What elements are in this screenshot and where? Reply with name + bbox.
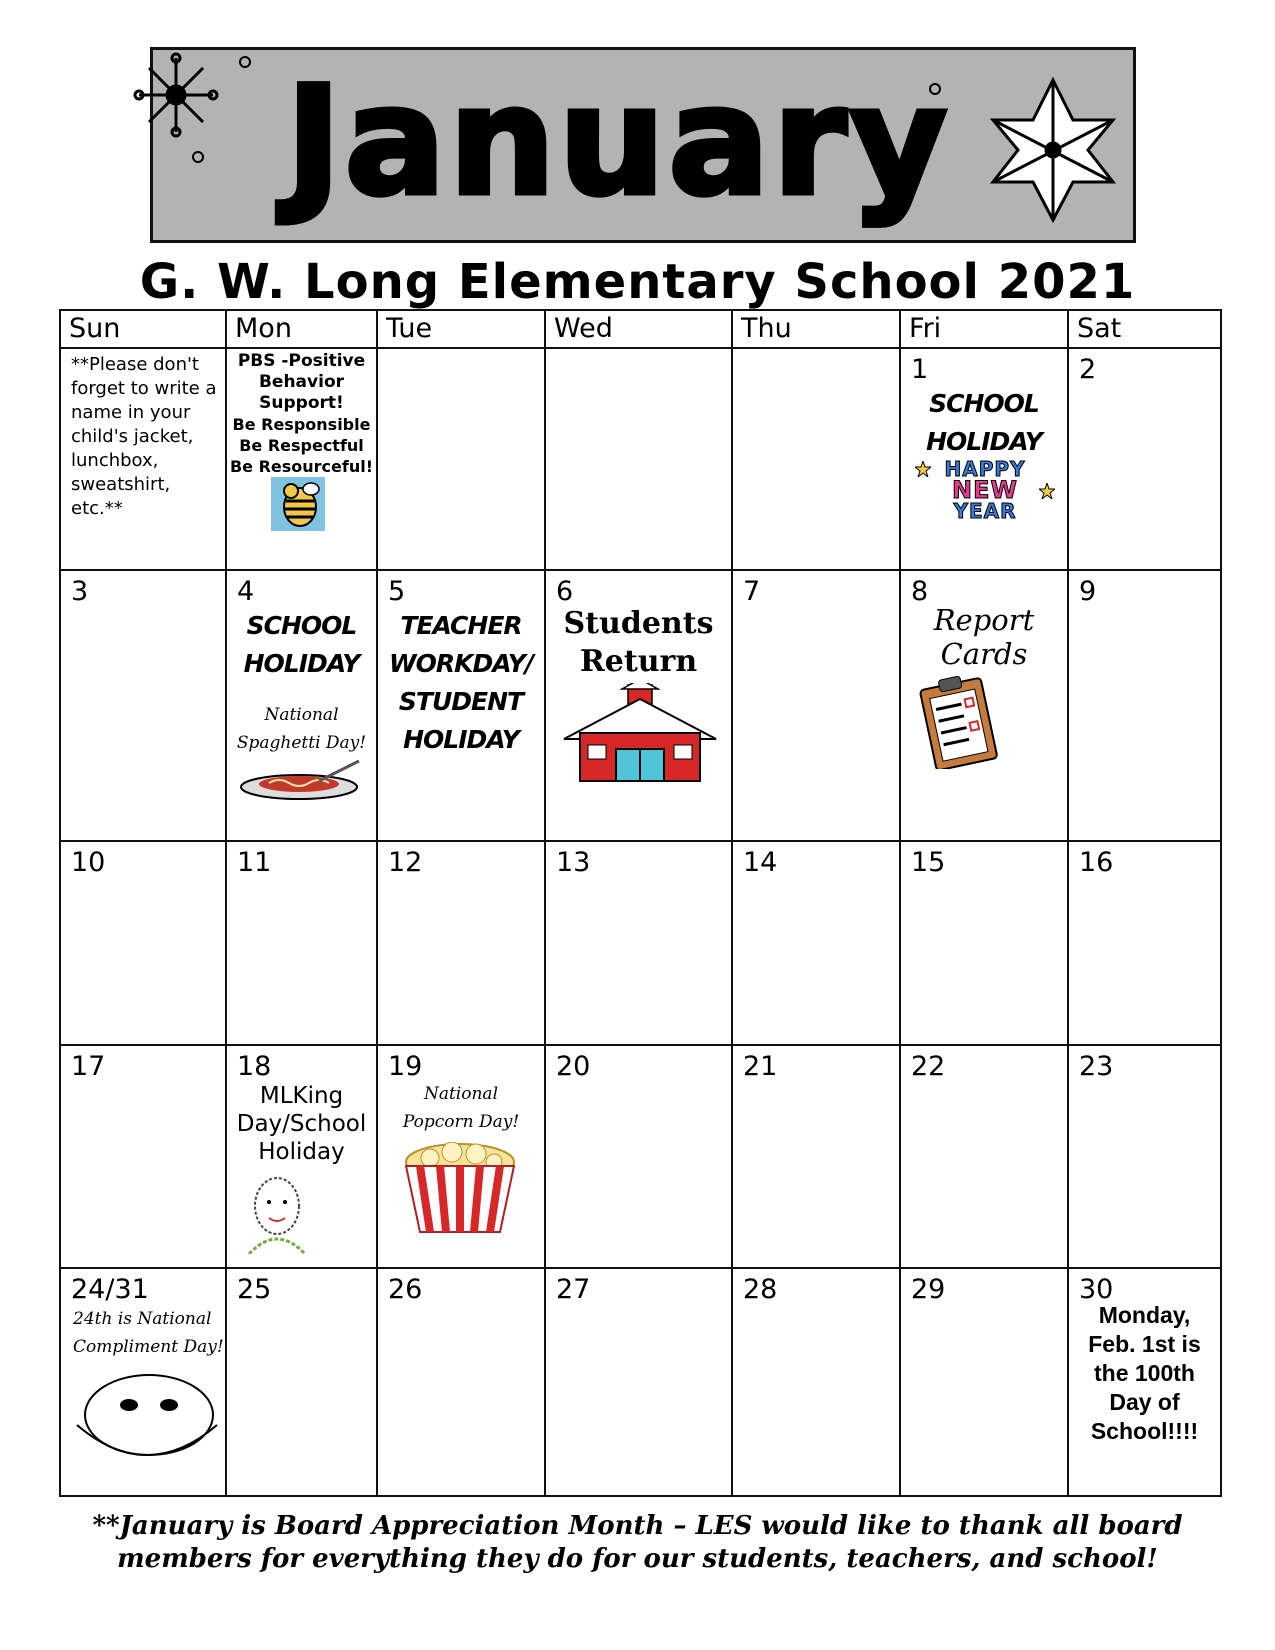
day-cell [732,570,900,840]
day-number: 12 [388,846,423,878]
month-banner [150,47,1136,243]
note-line: Monday, [1098,1301,1191,1328]
name-reminder-note: **Please don't forget to write a name in your child's jacket, lunchbox, sweatshirt, etc.** [71,354,217,520]
note-line: Compliment Day! [73,1336,224,1357]
day-cell [377,1268,545,1496]
day-cell [900,570,1068,840]
badge-line: YEAR [953,499,1017,524]
note-line: National [423,1084,499,1105]
day-number: 14 [743,846,778,878]
note-line: Spaghetti Day! [236,733,367,754]
day-number: 5 [388,576,406,608]
day-cell [1068,570,1221,840]
pbs-line: Behavior [258,372,345,393]
day-number: 15 [911,846,946,878]
bee-icon [271,477,325,531]
day-cell [1068,348,1221,570]
day-number: 28 [743,1273,778,1305]
weekday-fri: Fri [900,310,1068,348]
weekday-sat: Sat [1068,310,1221,348]
week-row [60,348,1221,570]
day-number: 22 [911,1051,946,1083]
pbs-line: Support! [259,393,344,414]
calendar-grid [59,309,1222,1497]
day-cell [226,1045,377,1267]
day-cell [60,570,226,840]
day-number: 23 [1079,1051,1114,1083]
day-cell [226,348,377,570]
event-line: WORKDAY/ [389,649,533,679]
weekday-wed: Wed [545,310,732,348]
day-cell [732,348,900,570]
day-cell [60,1268,226,1496]
day-number: 24/31 [71,1273,149,1305]
day-number: 29 [911,1273,946,1305]
schoolhouse-icon [560,683,720,783]
day-cell [545,348,732,570]
day-number: 3 [71,576,89,608]
note-line: Day of [1109,1388,1180,1415]
day-cell [732,841,900,1045]
week-row [60,1045,1221,1267]
event-line: Return [579,644,698,680]
event-line: Report [933,603,1035,638]
note-line: the 100th [1094,1359,1195,1386]
smiley-face-icon [73,1369,219,1465]
note-line: School!!!! [1090,1417,1199,1444]
day-number: 1 [911,354,929,386]
day-cell [545,570,732,840]
happy-new-year-badge [919,457,1051,524]
month-title: January [285,55,951,229]
note-line: Popcorn Day! [402,1112,520,1133]
event-line: TEACHER [400,611,522,641]
weekday-thu: Thu [732,310,900,348]
day-cell [60,841,226,1045]
spaghetti-day-note [227,701,376,757]
event-line: MLKing [259,1083,344,1110]
school-title: G. W. Long Elementary School 2021 [139,254,1136,310]
day-cell [545,841,732,1045]
pbs-line: Be Resourceful! [229,457,374,477]
week-row [60,841,1221,1045]
clipboard-icon [919,673,999,769]
day-cell [377,841,545,1045]
day-cell [900,841,1068,1045]
footer-line: **January is Board Appreciation Month – LES would like to thank all board [92,1511,1183,1541]
100th-day-note [1069,1301,1220,1446]
day-cell [545,1045,732,1267]
event-line: Cards [940,637,1028,672]
day-number: 18 [237,1051,272,1083]
day-number: 17 [71,1051,106,1083]
mlk-portrait-icon [239,1168,311,1254]
day-cell [226,841,377,1045]
weekday-header-row [60,310,1221,348]
footer-line: members for everything they do for our students, teachers, and school! [117,1544,1158,1574]
event-line: SCHOOL [929,389,1039,419]
day-number: 6 [556,576,574,608]
day-number: 19 [388,1051,423,1083]
week-row [60,570,1221,840]
snowflake-icon [131,50,221,140]
note-line: National [264,705,339,726]
day-cell [900,348,1068,570]
pbs-line: Be Responsible [232,415,371,435]
day-cell [1068,1045,1221,1267]
dot-icon [191,150,205,164]
school-holiday-label [901,385,1067,461]
day-number: 16 [1079,846,1114,878]
day-number: 7 [743,576,761,608]
badge-line: NEW [952,476,1018,505]
day-number: 10 [71,846,106,878]
teacher-workday-label [378,607,544,759]
mlk-day-label [227,1082,376,1166]
day-cell [1068,841,1221,1045]
day-number: 26 [388,1273,423,1305]
weekday-tue: Tue [377,310,545,348]
spaghetti-plate-icon [239,759,365,801]
day-number: 27 [556,1273,591,1305]
pbs-line: Be Respectful [239,436,364,456]
day-number: 2 [1079,354,1097,386]
event-line: STUDENT [398,687,524,717]
day-number: 8 [911,576,929,608]
compliment-day-note [73,1305,225,1361]
day-cell [1068,1268,1221,1496]
day-number: 9 [1079,576,1097,608]
day-cell [900,1268,1068,1496]
event-line: HOLIDAY [403,725,519,755]
day-cell [377,348,545,570]
pbs-note [227,351,376,477]
popcorn-icon [400,1142,520,1234]
event-line: Students [563,606,714,642]
popcorn-day-note [378,1080,544,1136]
event-line: Holiday [258,1139,345,1166]
event-line: HOLIDAY [243,649,360,679]
day-number: 25 [237,1273,272,1305]
weekday-mon: Mon [226,310,377,348]
day-cell [732,1045,900,1267]
day-cell [226,570,377,840]
report-cards-label [901,603,1067,671]
note-line: 24th is National [73,1308,212,1329]
day-cell [60,1045,226,1267]
day-cell [60,348,226,570]
day-cell [226,1268,377,1496]
day-number: 11 [237,846,272,878]
school-holiday-label [227,607,376,683]
note-line: Feb. 1st is [1088,1330,1201,1357]
weekday-sun: Sun [60,310,226,348]
day-number: 4 [237,576,255,608]
day-number: 21 [743,1051,778,1083]
event-line: HOLIDAY [926,427,1042,457]
event-line: Day/School [236,1111,367,1138]
day-cell [732,1268,900,1496]
event-line: SCHOOL [246,611,357,641]
pbs-line: PBS -Positive [237,351,366,372]
day-cell [377,570,545,840]
footer-note [0,1510,1275,1576]
day-number: 20 [556,1051,591,1083]
badge-line: HAPPY [944,457,1026,482]
day-cell [545,1268,732,1496]
day-number: 30 [1079,1273,1114,1305]
day-cell [900,1045,1068,1267]
star-icon [1039,483,1055,499]
day-cell [377,1045,545,1267]
week-row [60,1268,1221,1496]
day-number: 13 [556,846,591,878]
star-icon [915,461,931,477]
students-return-label [546,605,731,681]
